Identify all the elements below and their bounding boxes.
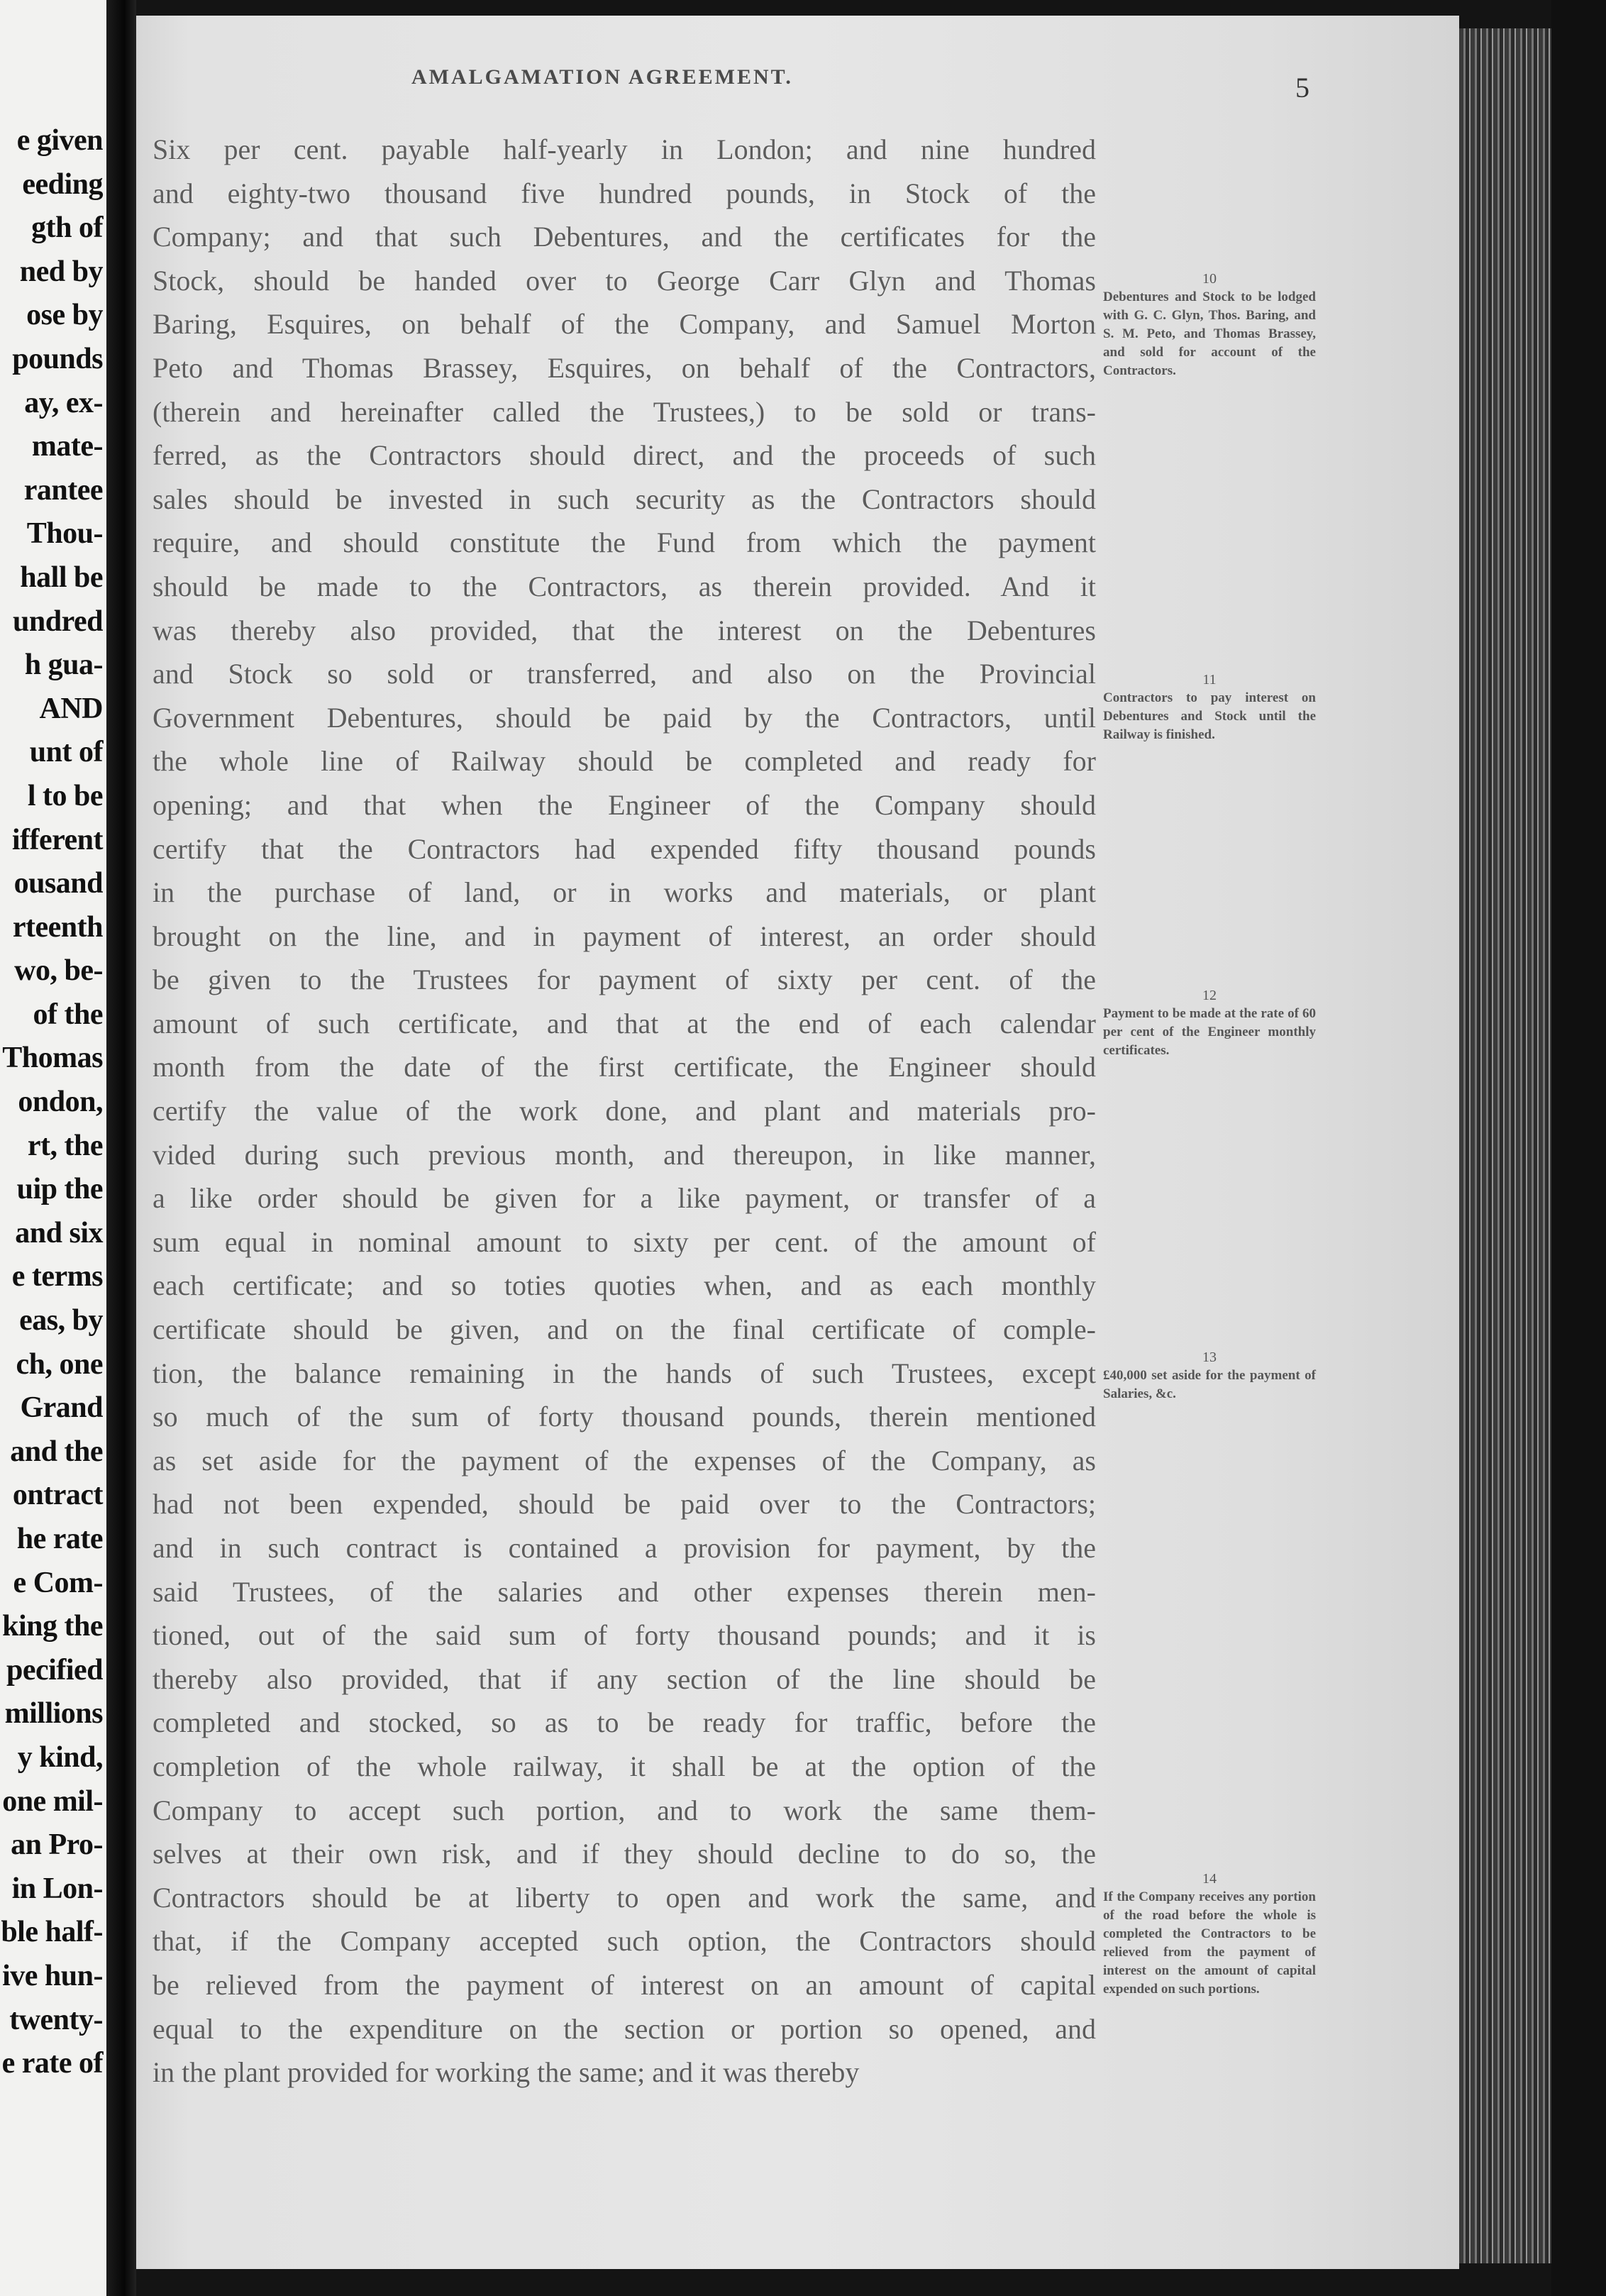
body-line: Contractors should be at liberty to open and work the same, and xyxy=(153,1881,1096,1914)
marginal-note-text: Debentures and Stock to be lodged with G. C. Glyn, Thos. Baring, and S. M. Peto, and Thomas Brassey, and sold for account of the Contractors. xyxy=(1103,289,1316,378)
facing-page-line: ondon, xyxy=(18,1086,103,1119)
facing-page-line: y kind, xyxy=(17,1740,103,1774)
facing-page-line: pounds xyxy=(12,342,103,375)
facing-page-line: e given xyxy=(16,124,103,157)
body-line: so much of the sum of forty thousand pounds, therein mentioned xyxy=(153,1401,1096,1433)
body-line: (therein and hereinafter called the Trustees,) to be sold or trans- xyxy=(153,395,1096,428)
facing-page-line: and the xyxy=(10,1435,103,1468)
body-line: selves at their own risk, and if they should decline to do so, the xyxy=(153,1838,1096,1870)
facing-page xyxy=(0,0,106,2296)
page-edge-shadow xyxy=(1551,0,1606,2296)
body-line: said Trustees, of the salaries and other expenses therein men- xyxy=(153,1575,1096,1608)
facing-page-line: AND xyxy=(39,692,103,725)
marginal-note-text: Contractors to pay interest on Debentures and Stock until the Railway is finished. xyxy=(1103,690,1316,742)
facing-page-line: ousand xyxy=(13,867,103,900)
facing-page-line: ay, ex- xyxy=(24,386,103,419)
marginal-note-number: 11 xyxy=(1202,672,1217,688)
facing-page-line: Thou- xyxy=(26,517,103,551)
facing-page-line: twenty- xyxy=(9,2003,103,2036)
marginal-note-number: 14 xyxy=(1202,1871,1217,1887)
facing-page-line: ifferent xyxy=(11,823,103,856)
facing-page-line: eas, by xyxy=(19,1304,103,1337)
page-number: 5 xyxy=(1295,72,1309,104)
facing-page-line: ose by xyxy=(26,299,103,332)
body-line: and eighty-two thousand five hundred pounds, in Stock of the xyxy=(153,177,1096,209)
body-line: month from the date of the first certificate, the Engineer should xyxy=(153,1051,1096,1083)
body-line: in the plant provided for working the same; and it was thereby xyxy=(153,2056,860,2089)
facing-page-line: ch, one xyxy=(16,1347,103,1381)
body-line: equal to the expenditure on the section or portion so opened, and xyxy=(153,2012,1096,2045)
marginal-note-text: Payment to be made at the rate of 60 per cent of the Engineer monthly certificates. xyxy=(1103,1006,1316,1058)
body-line: certify that the Contractors had expended fifty thousand pounds xyxy=(153,832,1096,865)
facing-page-line: ontract xyxy=(12,1479,103,1512)
body-line: had not been expended, should be paid over to the Contractors; xyxy=(153,1488,1096,1520)
facing-page-line: e rate of xyxy=(1,2047,103,2080)
body-line: sum equal in nominal amount to sixty per cent. of the amount of xyxy=(153,1225,1096,1258)
running-head: AMALGAMATION AGREEMENT. xyxy=(411,65,793,89)
body-line: and Stock so sold or transferred, and also on the Provincial xyxy=(153,658,1096,690)
facing-page-line: and six xyxy=(15,1216,103,1249)
facing-page-text xyxy=(0,119,103,2086)
facing-page-line: mate- xyxy=(31,430,103,463)
facing-page-line: e terms xyxy=(11,1260,103,1293)
facing-page-line: e Com- xyxy=(13,1566,103,1599)
body-line: be given to the Trustees for payment of sixty per cent. of the xyxy=(153,964,1096,996)
body-line: brought on the line, and in payment of interest, an order should xyxy=(153,920,1096,952)
marginal-note-text: £40,000 set aside for the payment of Salaries, &c. xyxy=(1103,1368,1316,1401)
body-line: that, if the Company accepted such option, the Contractors should xyxy=(153,1925,1096,1958)
body-line: was thereby also provided, that the interest on the Debentures xyxy=(153,614,1096,646)
body-line: Company to accept such portion, and to work the same them- xyxy=(153,1794,1096,1826)
facing-page-line: one mil- xyxy=(2,1784,103,1818)
body-line: sales should be invested in such security as the Contractors should xyxy=(153,482,1096,515)
body-line: Stock, should be handed over to George Carr Glyn and Thomas xyxy=(153,264,1096,297)
marginal-note-number: 13 xyxy=(1202,1350,1217,1365)
facing-page-line: l to be xyxy=(27,779,103,812)
facing-page-line: Grand xyxy=(20,1391,103,1425)
facing-page-line: eeding xyxy=(22,167,103,201)
facing-page-line: an Pro- xyxy=(11,1828,103,1862)
facing-page-line: rantee xyxy=(23,473,103,507)
body-line: Six per cent. payable half-yearly in London; and nine hundred xyxy=(153,133,1096,165)
body-line: vided during such previous month, and thereupon, in like manner, xyxy=(153,1138,1096,1171)
body-line: and in such contract is contained a provision for payment, by the xyxy=(153,1532,1096,1564)
facing-page-line: king the xyxy=(2,1610,103,1643)
body-line: ferred, as the Contractors should direct, and the proceeds of such xyxy=(153,439,1096,472)
marginal-note-number: 12 xyxy=(1202,988,1217,1003)
body-line: each certificate; and so toties quoties when, and as each monthly xyxy=(153,1269,1096,1302)
marginal-note xyxy=(1103,1348,1316,1403)
facing-page-line: uip the xyxy=(16,1173,103,1206)
body-line: in the purchase of land, or in works and materials, or plant xyxy=(153,876,1096,909)
body-line: a like order should be given for a like payment, or transfer of a xyxy=(153,1182,1096,1215)
body-line: opening; and that when the Engineer of the Company should xyxy=(153,788,1096,821)
facing-page-line: hall be xyxy=(20,561,103,594)
facing-page-line: wo, be- xyxy=(14,954,103,988)
marginal-note-text: If the Company receives any portion of the road before the whole is completed the Contractors to be relieved from the payment of interest on the amount of capital expended on such portions. xyxy=(1103,1889,1316,1997)
facing-page-line: undred xyxy=(13,605,103,638)
body-line: the whole line of Railway should be completed and ready for xyxy=(153,745,1096,778)
body-line: Baring, Esquires, on behalf of the Company, and Samuel Morton xyxy=(153,308,1096,341)
facing-page-line: millions xyxy=(4,1697,103,1731)
body-line: should be made to the Contractors, as therein provided. And it xyxy=(153,570,1096,602)
body-line: tioned, out of the said sum of forty thousand pounds; and it is xyxy=(153,1619,1096,1652)
body-line: tion, the balance remaining in the hands of such Trustees, except xyxy=(153,1357,1096,1389)
facing-page-line: pecified xyxy=(6,1653,103,1687)
marginal-note xyxy=(1103,670,1316,744)
facing-page-line: ble half- xyxy=(1,1916,103,1949)
facing-page-line: ive hun- xyxy=(2,1959,103,1992)
facing-page-line: he rate xyxy=(16,1523,103,1555)
body-line: completed and stocked, so as to be ready for traffic, before the xyxy=(153,1706,1096,1739)
facing-page-line: h gua- xyxy=(24,648,103,682)
page-edges xyxy=(1459,28,1551,2263)
marginal-note xyxy=(1103,986,1316,1060)
body-line: certificate should be given, and on the final certificate of comple- xyxy=(153,1313,1096,1346)
body-line: Government Debentures, should be paid by the Contractors, until xyxy=(153,701,1096,734)
marginal-note xyxy=(1103,270,1316,380)
body-line: Company; and that such Debentures, and the certificates for the xyxy=(153,221,1096,253)
marginal-note-number: 10 xyxy=(1202,271,1217,287)
body-line: require, and should constitute the Fund from which the payment xyxy=(153,526,1096,559)
facing-page-line: unt of xyxy=(29,736,103,769)
facing-page-line: gth of xyxy=(31,211,103,245)
body-line: completion of the whole railway, it shall be at the option of the xyxy=(153,1750,1096,1782)
facing-page-line: rt, the xyxy=(27,1129,103,1162)
facing-page-line: of the xyxy=(33,998,103,1031)
body-text xyxy=(153,128,1096,2094)
body-line: thereby also provided, that if any section of the line should be xyxy=(153,1662,1096,1695)
marginal-note xyxy=(1103,1870,1316,1999)
body-line: as set aside for the payment of the expenses of the Company, as xyxy=(153,1444,1096,1477)
body-line: amount of such certificate, and that at the end of each calendar xyxy=(153,1007,1096,1039)
facing-page-line: ned by xyxy=(19,255,103,288)
body-line: Peto and Thomas Brassey, Esquires, on behalf of the Contractors, xyxy=(153,351,1096,384)
book-gutter xyxy=(106,0,136,2296)
facing-page-line: in Lon- xyxy=(11,1872,103,1905)
body-line: certify the value of the work done, and plant and materials pro- xyxy=(153,1095,1096,1127)
facing-page-line: Thomas xyxy=(2,1042,103,1075)
body-line: be relieved from the payment of interest on an amount of capital xyxy=(153,1968,1096,2001)
facing-page-line: rteenth xyxy=(12,910,103,944)
